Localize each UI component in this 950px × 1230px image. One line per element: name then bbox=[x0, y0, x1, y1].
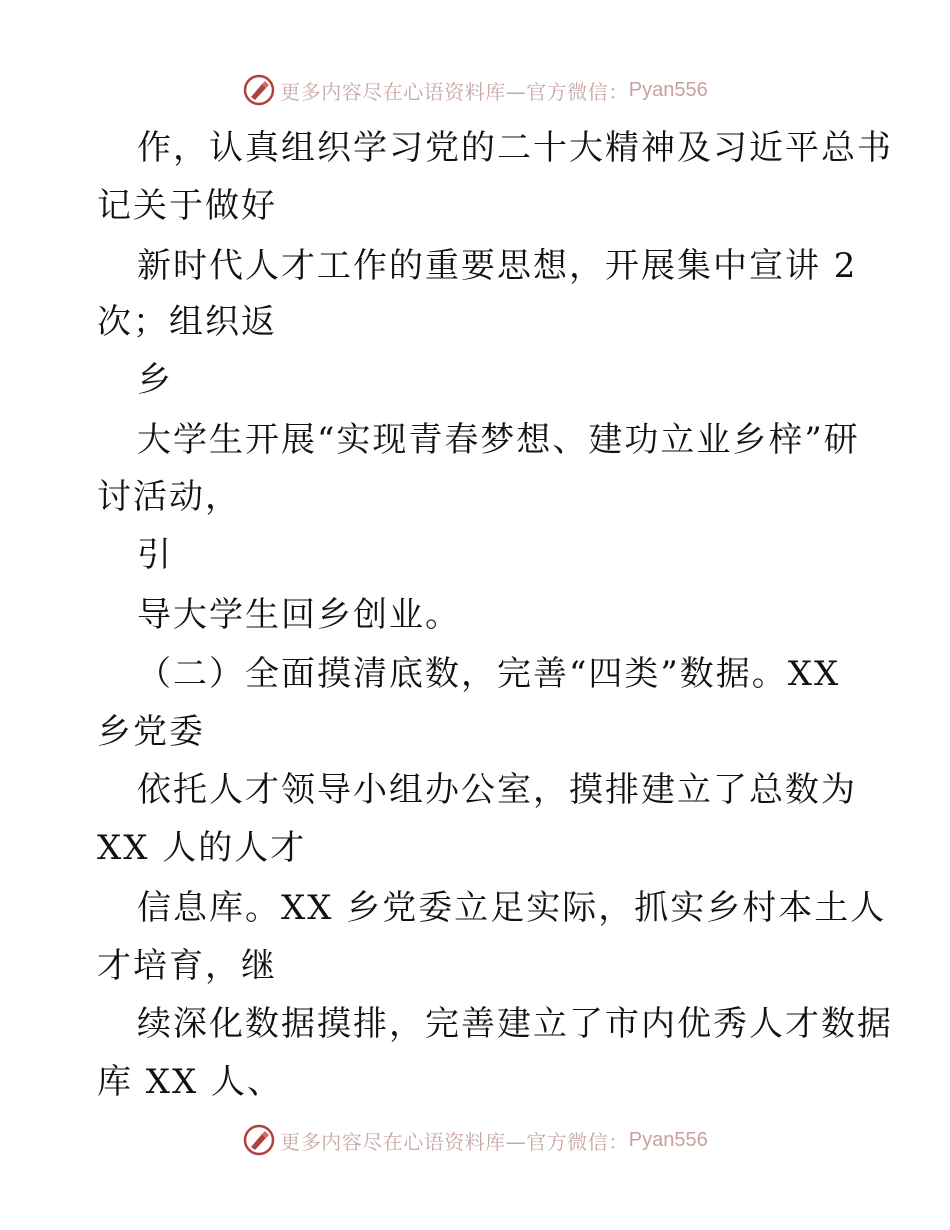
text-line: 大学生开展“实现青春梦想、建功立业乡梓”研 bbox=[137, 420, 860, 460]
watermark-text: 更多内容尽在心语资料库—官方微信： bbox=[280, 1129, 629, 1154]
watermark-text: 更多内容尽在心语资料库—官方微信： bbox=[280, 79, 629, 104]
text-line: 引 bbox=[137, 535, 173, 575]
text-line: 作，认真组织学习党的二十大精神及习近平总书 bbox=[137, 128, 893, 168]
footer-watermark bbox=[0, 1120, 950, 1160]
text-line: 导大学生回乡创业。 bbox=[137, 595, 461, 635]
watermark-wechat-id: Pyan556 bbox=[628, 1128, 708, 1151]
text-line: 新时代人才工作的重要思想，开展集中宣讲 2 bbox=[137, 246, 858, 286]
header-watermark bbox=[0, 70, 950, 110]
pen-nib-circle-icon bbox=[242, 73, 276, 107]
text-line: 次；组织返 bbox=[97, 302, 277, 342]
text-line: XX 人的人才 bbox=[97, 828, 307, 868]
text-line: 乡 bbox=[137, 360, 173, 400]
text-line: 库 XX 人、 bbox=[97, 1062, 284, 1102]
text-line: 才培育，继 bbox=[97, 946, 277, 986]
text-line: （二）全面摸清底数，完善“四类”数据。XX bbox=[137, 654, 841, 694]
text-line: 记关于做好 bbox=[97, 186, 277, 226]
text-line: 讨活动， bbox=[97, 477, 241, 517]
watermark-wechat-id: Pyan556 bbox=[628, 78, 708, 101]
text-line: 信息库。XX 乡党委立足实际，抓实乡村本土人 bbox=[137, 888, 887, 928]
text-line: 乡党委 bbox=[97, 712, 205, 752]
pen-nib-circle-icon bbox=[242, 1123, 276, 1157]
text-line: 续深化数据摸排，完善建立了市内优秀人才数据 bbox=[137, 1004, 893, 1044]
text-line: 依托人才领导小组办公室，摸排建立了总数为 bbox=[137, 770, 857, 810]
